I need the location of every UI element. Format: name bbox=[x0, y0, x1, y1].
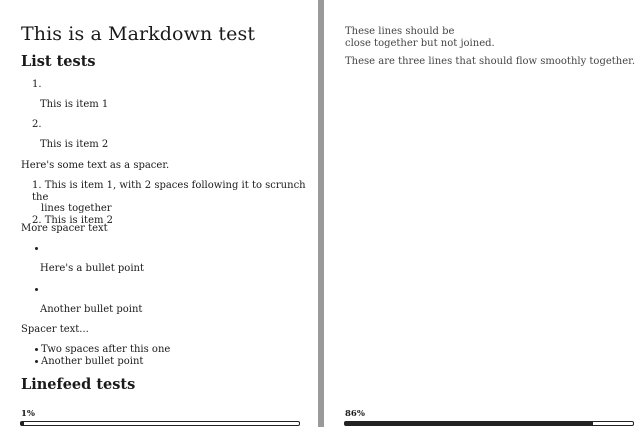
list-tests-heading: List tests bbox=[21, 53, 96, 70]
spacer-text-1: Here's some text as a spacer. bbox=[21, 160, 170, 171]
bullet-dot bbox=[35, 288, 38, 291]
tight-list-item: 1. This is item 1, with 2 spaces following it to scrunch the lines together bbox=[32, 180, 306, 214]
spacer-text-2: More spacer text bbox=[21, 223, 108, 234]
ordered-item-2: This is item 2 bbox=[40, 139, 109, 150]
tight-bullet-list bbox=[35, 344, 170, 367]
bullet-dot bbox=[35, 348, 38, 351]
linefeed-paragraph-2: These are three lines that should flow smoothly together. bbox=[345, 56, 636, 67]
progress-label: 86% bbox=[345, 409, 365, 419]
bullet-item-1: Here's a bullet point bbox=[40, 263, 144, 274]
ordered-number-2: 2. bbox=[32, 119, 42, 130]
reading-progress-bar[interactable] bbox=[344, 421, 634, 426]
progress-label: 1% bbox=[21, 409, 35, 419]
list-item: Another bullet point bbox=[35, 356, 170, 368]
progress-fill bbox=[21, 422, 24, 425]
bullet-item-2: Another bullet point bbox=[40, 304, 143, 315]
bullet-dot bbox=[35, 247, 38, 250]
tight-list-item: 2. This is item 2 bbox=[32, 214, 114, 226]
spacer-text-3: Spacer text... bbox=[21, 324, 89, 335]
list-item: Two spaces after this one bbox=[35, 344, 170, 356]
reading-progress-bar[interactable] bbox=[20, 421, 300, 426]
tight-ordered-list bbox=[32, 180, 307, 226]
linefeed-heading: Linefeed tests bbox=[21, 376, 136, 393]
ordered-number-1: 1. bbox=[32, 79, 42, 90]
bullet-dot bbox=[35, 360, 38, 363]
title-heading: This is a Markdown test bbox=[21, 23, 256, 45]
linefeed-paragraph-1: These lines should be close together but not joined. bbox=[345, 26, 495, 49]
right-page bbox=[324, 0, 640, 427]
left-page bbox=[0, 0, 318, 427]
progress-fill bbox=[345, 422, 593, 425]
ordered-item-1: This is item 1 bbox=[40, 99, 109, 110]
page-title bbox=[21, 22, 255, 52]
